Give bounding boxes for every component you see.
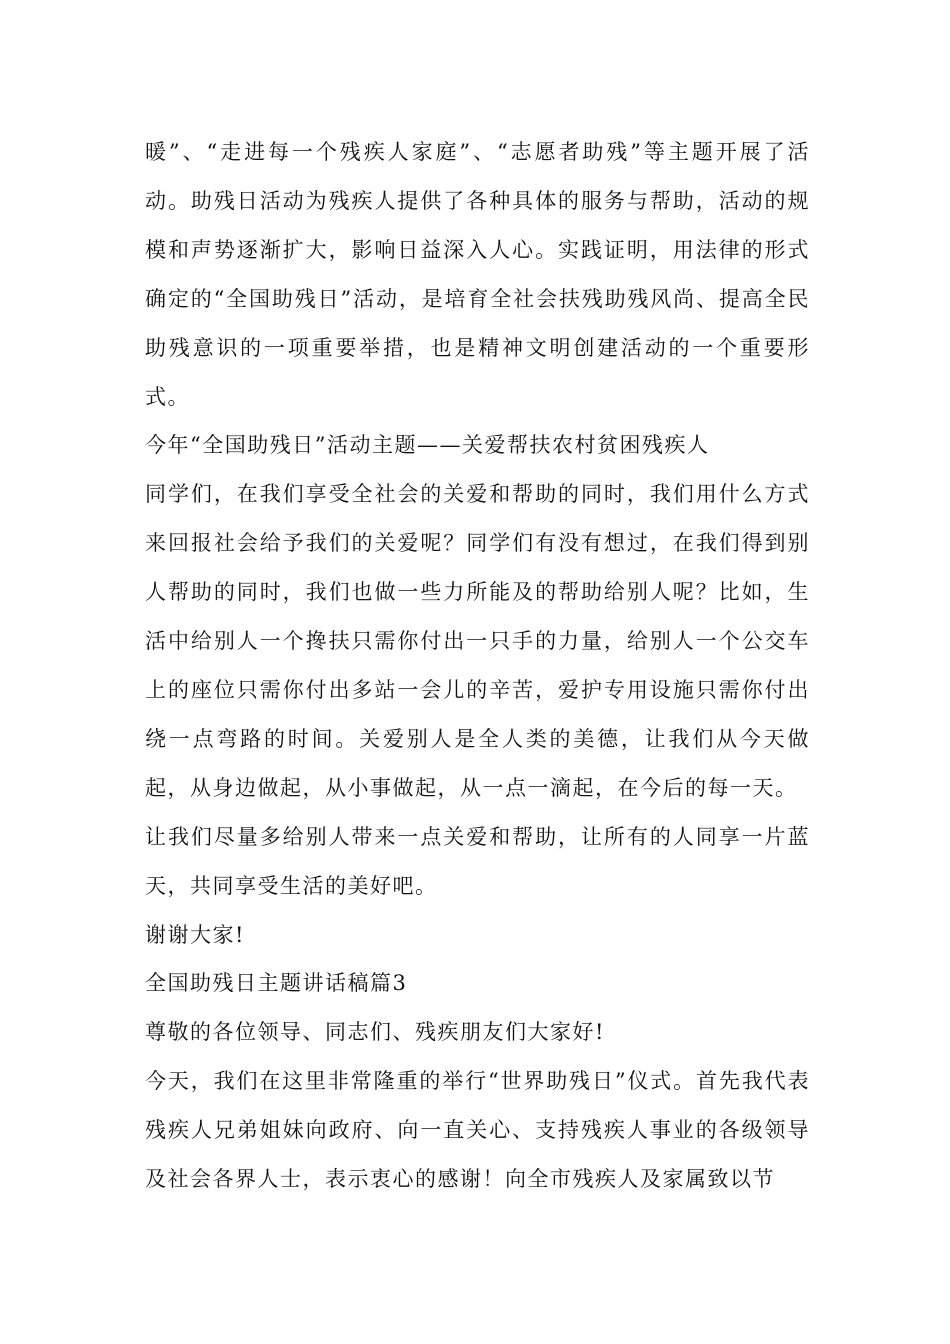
paragraph-activities: 暖”、“走进每一个残疾人家庭”、“志愿者助残”等主题开展了活动。助残日活动为残疾人提供了各种具体的服务与帮助，活动的规模和声势逐渐扩大，影响日益深入人心。实践证明，用法律的形式确定的“全国助残日”活动，是培育全社会扶残助残风尚、提高全民助残意识的一项重要举措，也是精神文明创建活动的一个重要形式。 bbox=[145, 140, 810, 409]
section-heading: 全国助残日主题讲话稿篇3 bbox=[145, 971, 408, 996]
document-body bbox=[145, 128, 810, 1204]
paragraph-ceremony: 今天，我们在这里非常隆重的举行“世界助残日”仪式。首先我代表残疾人兄弟姐妹向政府、向一直关心、支持残疾人事业的各级领导及社会各界人士，表示衷心的感谢！向全市残疾人及家属致以节 bbox=[145, 1069, 810, 1192]
paragraph-thanks: 谢谢大家! bbox=[145, 922, 245, 947]
paragraph-greeting: 尊敬的各位领导、同志们、残疾朋友们大家好! bbox=[145, 1020, 605, 1045]
paragraph-theme: 今年“全国助残日”活动主题——关爱帮扶农村贫困残疾人 bbox=[145, 433, 710, 458]
paragraph-students: 同学们，在我们享受全社会的关爱和帮助的同时，我们用什么方式来回报社会给予我们的关爱呢？同学们有没有想过，在我们得到别人帮助的同时，我们也做一些力所能及的帮助给别人呢？比如，生活中给别人一个搀扶只需你付出一只手的力量，给别人一个公交车上的座位只需你付出多站一会儿的辛苦，爱护专用设施只需你付出绕一点弯路的时间。关爱别人是全人类的美德，让我们从今天做起，从身边做起，从小事做起，从一点一滴起，在今后的每一天。 bbox=[145, 482, 810, 800]
paragraph-care: 让我们尽量多给别人带来一点关爱和帮助，让所有的人同享一片蓝天，共同享受生活的美好吧。 bbox=[145, 824, 810, 898]
